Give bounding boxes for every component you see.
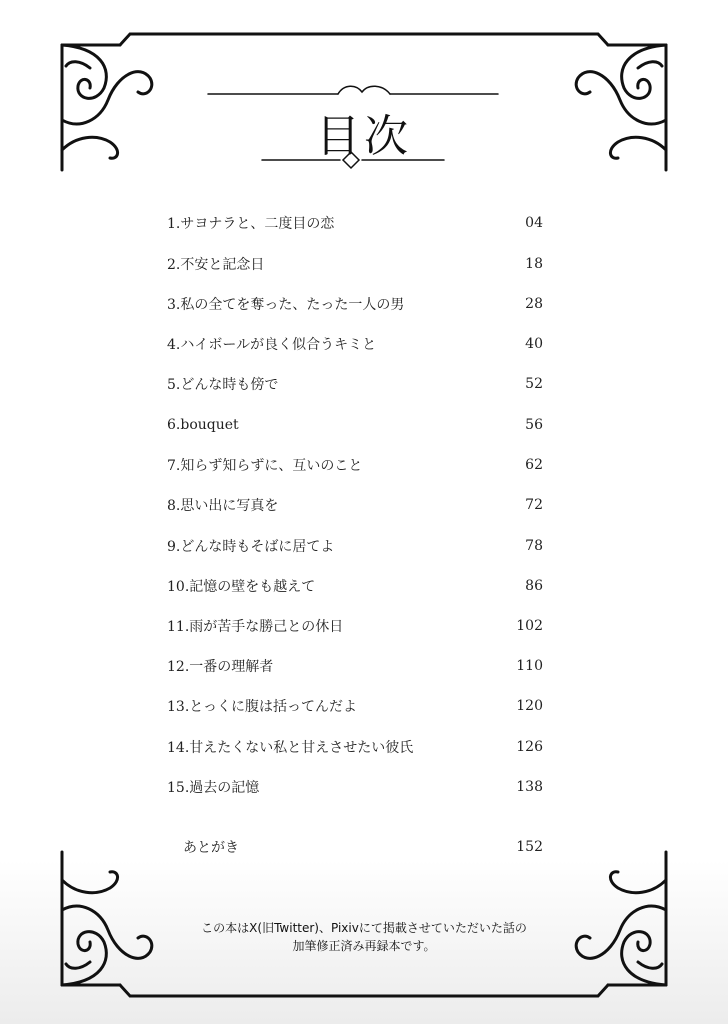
toc-item-label: 12.一番の理解者 xyxy=(167,659,274,675)
toc-item-label: 8.思い出に写真を xyxy=(167,498,279,514)
toc-item-label: 11.雨が苦手な勝己との休日 xyxy=(167,619,344,635)
toc-item xyxy=(167,614,543,638)
toc-item xyxy=(167,292,543,316)
toc-item-page: 56 xyxy=(525,417,543,433)
toc-item-label: 5.どんな時も傍で xyxy=(167,377,279,393)
toc-item xyxy=(167,694,543,718)
publication-note xyxy=(0,919,728,955)
toc-item-page: 86 xyxy=(525,578,543,594)
toc-item-page: 120 xyxy=(516,698,543,714)
toc-item-page: 102 xyxy=(516,618,543,634)
toc-item-label: 4.ハイボールが良く似合うキミと xyxy=(167,337,377,353)
toc-item xyxy=(167,654,543,678)
page-title: 目次 xyxy=(316,111,412,162)
toc-item xyxy=(167,735,543,759)
toc-item-label: 2.不安と記念日 xyxy=(167,257,265,273)
toc-item-page: 110 xyxy=(516,658,543,674)
toc-item xyxy=(167,775,543,799)
toc-item xyxy=(167,332,543,356)
toc-item xyxy=(167,372,543,396)
toc-item xyxy=(167,534,543,558)
toc-item-label: 15.過去の記憶 xyxy=(167,780,260,796)
toc-item-label: 9.どんな時もそばに居てよ xyxy=(167,539,335,555)
toc-item-page: 62 xyxy=(525,457,543,473)
toc-item-page: 152 xyxy=(516,839,543,855)
publication-note-line: この本はX(旧Twitter)、Pixivにて掲載させていただいた話の xyxy=(201,921,527,935)
toc-item-label: 10.記憶の壁をも越えて xyxy=(167,579,316,595)
toc-item-page: 18 xyxy=(525,256,543,272)
toc-item xyxy=(167,574,543,598)
toc-item xyxy=(167,493,543,517)
toc-item-label: 1.サヨナラと、二度目の恋 xyxy=(167,216,335,232)
toc-item-page: 28 xyxy=(525,296,543,312)
toc-item-page: 04 xyxy=(525,215,543,231)
toc-item-page: 126 xyxy=(516,739,543,755)
toc-item xyxy=(167,252,543,276)
toc-item xyxy=(167,453,543,477)
toc-item-page: 138 xyxy=(516,779,543,795)
toc-item-page: 78 xyxy=(525,538,543,554)
toc-item-label: 6.bouquet xyxy=(167,417,239,433)
toc-item-label: あとがき xyxy=(183,840,239,856)
toc-item xyxy=(167,211,543,235)
toc-item-page: 40 xyxy=(525,336,543,352)
toc-item xyxy=(167,413,543,437)
publication-note-line: 加筆修正済み再録本です。 xyxy=(292,939,436,953)
toc-item-label: 3.私の全てを奪った、たった一人の男 xyxy=(167,297,405,313)
toc-item-page: 72 xyxy=(525,497,543,513)
toc-item-label: 14.甘えたくない私と甘えさせたい彼氏 xyxy=(167,740,414,756)
toc-item-afterword xyxy=(183,835,543,859)
toc-item-label: 7.知らず知らずに、互いのこと xyxy=(167,458,363,474)
toc-item-label: 13.とっくに腹は括ってんだよ xyxy=(167,699,357,715)
toc-item-page: 52 xyxy=(525,376,543,392)
